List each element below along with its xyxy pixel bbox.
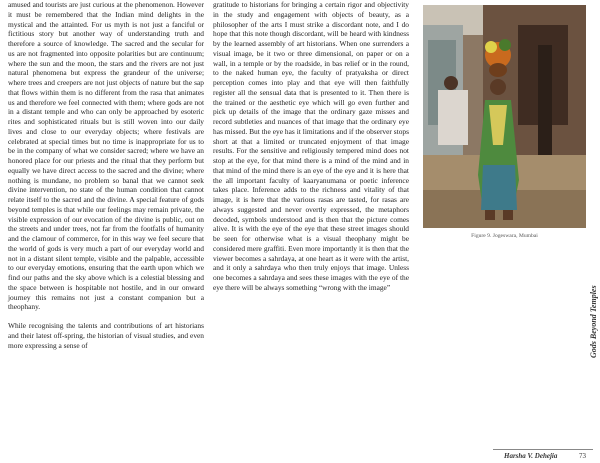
figure-caption: Figure 9. Jogeswara, Mumbai [471, 233, 538, 239]
paragraph: While recognising the talents and contributions of art historians and their latest off-spring, the historian of visual studies, and even more expressing a sense of [8, 321, 204, 350]
paragraph: amused and tourists are just curious at the phenomenon. However it must be remembered that the Indian mind delights in the mystical and the attainted. For us myth is not just a fanciful or fictitious story but another way of understanding truth and therefore a source of knowledge. The sacred and the secular for us are not fragmented into opposite polarities but are continuum; where the sun and the moon, the stars and the rivers are not just natural phenomena but express the grandeur of the universe; where trees and creepers are not just objects of nature but the sap that flows within them is no different from the rasa that animates us and therefore we feel connected with them; where gods are not in a distant temple and who can only be approached by esoteric rites and sophisticated rituals but is still woven into our daily lives and close to our everyday objects; where festivals are celebrated at special times but no time is inappropriate for us to be in the company of what we consider sacred; where we have an honored place for our priests and the ritual that they perform but equally we have direct access to the sacred and the divine; where nothing is mundane, no problem so banal that we cannot seek divine intervention, no state of the human condition that cannot relate itself to the sacred and the divine. A special feature of gods beyond temples is that while our feelings may remain private, the visible expression of our evocation of the divine is public, out on the streets and under trees, not far from the footfalls of humanity and the clamour of commerce, for in this way we feel secure that the world of gods is very much a part of our everyday world and not in a distant silent temple, visible and the palpable, accessible to our everyday emotions, ensuring that the earth upon which we find our paths and the sky above which is a celestial blessing and the space between is hospitable not hostile, and in our onward journey this remains not just a constant companion but a theophany. [8, 0, 204, 312]
text-column-left [8, 0, 204, 350]
footer-author: Harsha V. Dehejia [504, 452, 558, 460]
running-title-text: Gods Beyond Temples [589, 285, 598, 358]
footer-rule [493, 449, 593, 450]
page-number: 73 [579, 452, 586, 460]
text-column-right [213, 0, 409, 293]
figure-photo [423, 5, 586, 228]
paragraph: gratitude to historians for bringing a certain rigor and objectivity in the study and engagement with objects of beauty, as a philosopher of the arts I must strike a discordant note, and I do hope that this note though discordant, will be heard with kindness by the learned assembly of art historians. When one surrenders a visual image, be it two or three dimensional, on paper or on a wall, in a temple or by the roadside, in bas relief or in the round, to the naked human eye, the faculty of pratyaksha or direct perception comes into play and that eye will then faithfully register all the sensual data that is presented to it. Then there is the trained or the aesthetic eye which will go even further and pick up details of the image that the ordinary gaze misses and record subtleties and nuances of that image that the ordinary eye has missed. But the eye has it limitations and if the observer stops short at that a limited or truncated enjoyment of that image results. For the sensitive and religiously tempered mind does not stop at the eye, for that mind there is a mind of the mind and in that mind of the mind there is an eye of the eye and it is here that the all important faculty of kaaryanumana or poetic inference takes place. Inference adds to the richness and vitality of that image, it is here that the various rasas are tasted, for rasas are always suggested and never overtly expressed, the metaphors decoded, symbols understood and is then that the picture comes alive. It is with the eye of the eye that these street images should be seen for otherwise what is a visual theophany might be considered mere graffiti. Even more importantly it is then that the viewer becomes a sahrdaya, at one heart as it were with the artist, and it only a sahrdaya who then truly enjoys that image. Unless one becomes a sahrdaya and sees these images with the eye of the eye there will be always something “wrong with the image” [213, 0, 409, 292]
